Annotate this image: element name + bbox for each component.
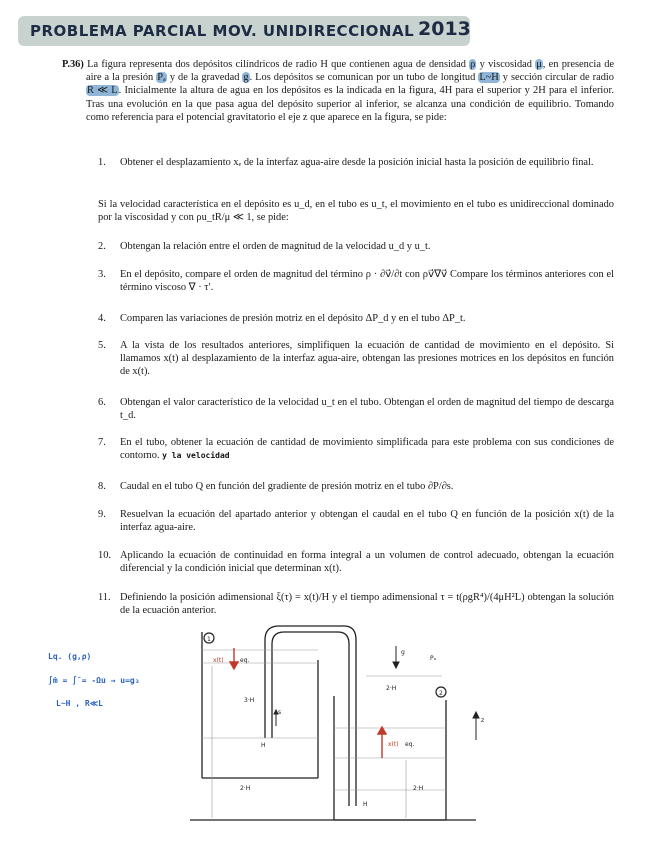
question-text: Obtener el desplazamiento xₑ de la interfaz agua-aire desde la posición inicial hasta la posición de equilibrio final.	[120, 157, 594, 168]
intro-text-2: y viscosidad	[476, 59, 536, 70]
xt-label-upper: x(t)	[213, 657, 224, 664]
width-2h-label: 2·H	[386, 685, 397, 692]
question-text: Obtengan el valor característico de la velocidad u_t en el tubo. Obtengan el orden de magnitud del tiempo de descarga t_d.	[120, 397, 614, 422]
gravity-arrow-head	[393, 662, 399, 668]
height-2h-upper-label: 2·H	[240, 785, 251, 792]
eq-label-lower: eq.	[405, 741, 415, 748]
title-year: 2013	[418, 18, 471, 40]
question-text: Caudal en el tubo Q en función del gradiente de presión motriz en el tubo ∂P/∂s.	[120, 481, 454, 492]
height-2h-lower-label: 2·H	[413, 785, 424, 792]
question-text: A la vista de los resultados anteriores, simplifiquen la ecuación de cantidad de movimiento en el depósito. Si llamamos x(t) al desplazamiento de la interfaz agua-aire, obtengan las presiones motrices en los depósitos en función de x(t).	[120, 340, 614, 378]
question-number: 7.	[98, 437, 106, 448]
handwritten-note-3: L~H , R≪L	[56, 699, 103, 708]
highlight-R: R ≪ L	[87, 85, 118, 97]
xt-label-lower: x(t)	[388, 741, 399, 748]
handwritten-note-1: Lq. (g,ρ)	[48, 652, 92, 661]
page-title: PROBLEMA PARCIAL MOV. UNIDIRECCIONAL	[30, 22, 415, 40]
highlight-pa: Pₐ	[157, 72, 166, 84]
intro-text-6: y sección circular de radio	[499, 72, 614, 84]
gravity-label: g	[401, 649, 405, 656]
intro-text-1: La figura representa dos depósitos cilíndricos de radio H que contienen agua de densidad	[83, 59, 470, 70]
question-number: 2.	[98, 241, 106, 252]
height-h-lower-label: H	[363, 801, 368, 808]
question-text-body: En el tubo, obtener la ecuación de cantidad de movimiento simplificada para este problema con sus condiciones de contorno.	[120, 437, 614, 462]
intro-text-7: . Inicialmente la altura de agua en los depósitos es la indicada en la figura, 4H para el superior y 2H para el inferior. Tras una evolución en la que pasa agua del depósito superior al inferior, se alcanza una condición de equilibrio. Tomando como referencia para el potencial gravitatorio el eje z que aparece en la figura, se pide:	[86, 85, 614, 123]
highlight-L: L~H	[479, 72, 499, 84]
question-text: Definiendo la posición adimensional ξ(τ) = x(t)/H y el tiempo adimensional τ = t(ρgR⁴)/(4μH²L) obtengan la solución de la ecuación anterior.	[120, 592, 614, 617]
question-number: 11.	[98, 592, 111, 603]
pipe-inner	[272, 632, 349, 806]
intro-text-3: , en presencia de aire a la presión	[86, 59, 615, 84]
middle-paragraph: Si la velocidad característica en el depósito es u_d, en el tubo es u_t, el movimiento en el tubo es unidireccional dominado por la viscosidad y con ρu_tR/μ ≪ 1, se pide:	[98, 199, 614, 224]
intro-text-5: . Los depósitos se comunican por un tubo de longitud	[249, 72, 479, 84]
height-3h-label: 3·H	[244, 697, 255, 704]
question-text: Comparen las variaciones de presión motriz en el depósito ΔP_d y en el tubo ΔP_t.	[120, 313, 466, 324]
z-axis-label: z	[481, 717, 485, 724]
handwritten-note: y la velocidad	[162, 451, 230, 461]
question-number: 1.	[98, 157, 106, 168]
tank-2-label: 2	[439, 690, 443, 697]
problem-id: P.36)	[62, 59, 84, 70]
height-h-label: H	[261, 742, 266, 749]
question-number: 9.	[98, 509, 106, 520]
question-number: 5.	[98, 340, 106, 351]
xt-arrow-upper-head	[230, 662, 238, 669]
intro-text-4: y de la gravedad	[166, 72, 243, 84]
pipe-outer	[265, 626, 356, 806]
question-text: Obtengan la relación entre el orden de magnitud de la velocidad u_d y u_t.	[120, 241, 431, 252]
question-number: 4.	[98, 313, 106, 324]
z-axis-arrow-head	[473, 712, 479, 718]
eq-label-upper: eq.	[240, 657, 250, 664]
highlight-g: g	[243, 72, 249, 84]
highlight-mu: μ	[536, 59, 542, 70]
question-number: 3.	[98, 269, 106, 280]
question-text: En el depósito, compare el orden de magnitud del término ρ · ∂v⃗/∂t con ρv⃗∇v⃗ Compare los términos anteriores con el término viscoso ∇ · τ′.	[120, 269, 614, 294]
question-number: 6.	[98, 397, 106, 408]
question-text: Aplicando la ecuación de continuidad en forma integral a un volumen de control adecuado, obtengan la ecuación diferencial y la condición inicial que determinan x(t).	[120, 550, 614, 575]
question-text: Resuelvan la ecuación del apartado anterior y obtengan el caudal en el tubo Q en función de la posición x(t) de la interfaz agua-aire.	[120, 509, 614, 534]
question-number: 8.	[98, 481, 106, 492]
s-label: s	[278, 709, 282, 716]
pa-label: Pₐ	[430, 655, 436, 662]
handwritten-note-2: ∫ṁ = ∫̄ = -Ωu → u=g₃	[48, 676, 140, 685]
highlight-rho: ρ	[470, 59, 476, 70]
question-number: 10.	[98, 550, 111, 561]
tank-1-label: 1	[207, 636, 211, 643]
